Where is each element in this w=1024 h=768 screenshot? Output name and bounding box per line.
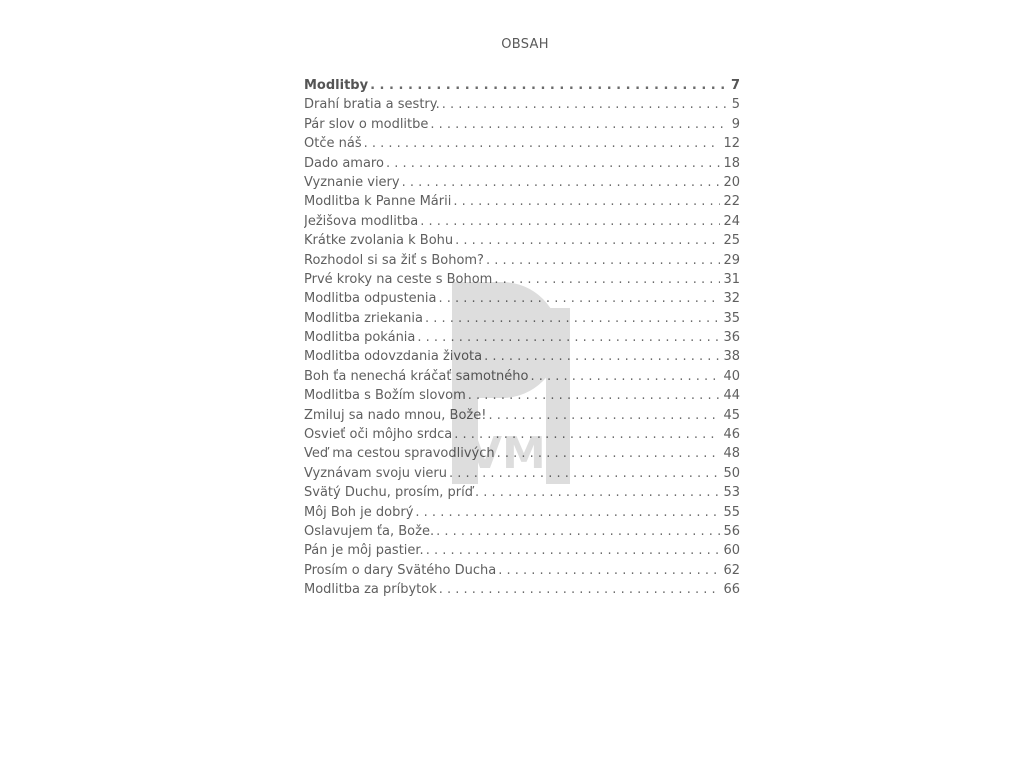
toc-entry (304, 115, 740, 134)
toc-entry (304, 95, 740, 114)
toc-entry-title: Môj Boh je dobrý (304, 504, 414, 520)
toc-entry (304, 212, 740, 231)
toc-entry-title: Modlitby (304, 78, 369, 93)
toc-entry-title: Modlitba s Božím slovom (304, 388, 466, 404)
toc-entry-title: Oslavujem ťa, Bože. (304, 523, 435, 539)
toc-leader-dots (417, 328, 720, 347)
page-title: OBSAH (501, 37, 549, 52)
toc-entry (304, 444, 740, 463)
toc-entry-title: Modlitba k Panne Márii (304, 194, 452, 210)
toc-entry (304, 251, 740, 270)
toc-entry-title: Prosím o dary Svätého Ducha (304, 562, 497, 578)
toc-entry-page: 35 (723, 310, 740, 326)
toc-entry (304, 154, 740, 173)
toc-entry-title: Dado amaro (304, 155, 384, 171)
toc-leader-dots (430, 115, 728, 134)
toc-entry (304, 425, 740, 444)
toc-entry-page: 44 (723, 388, 740, 404)
toc-leader-dots (436, 522, 720, 541)
toc-leader-dots (370, 76, 728, 95)
toc-entry (304, 289, 740, 308)
toc-entry (304, 561, 740, 580)
toc-entry-page: 32 (723, 291, 740, 307)
toc-entry-title: Zmiluj sa nado mnou, Bože! (304, 407, 487, 423)
toc-entry-page: 45 (723, 407, 740, 423)
toc-leader-dots (442, 95, 729, 114)
toc-entry-title: Vyznávam svoju vieru (304, 465, 448, 481)
toc-leader-dots (455, 231, 720, 250)
toc-entry-page: 29 (723, 252, 740, 268)
toc-entry-page: 24 (723, 213, 740, 229)
toc-leader-dots (439, 580, 721, 599)
toc-entry (304, 173, 740, 192)
toc-entry-page: 22 (723, 194, 740, 210)
toc-entry-page: 46 (723, 427, 740, 443)
toc-leader-dots (454, 425, 720, 444)
toc-leader-dots (497, 444, 721, 463)
toc-entry-title: Otče náš (304, 136, 362, 152)
toc-leader-dots (475, 483, 720, 502)
toc-leader-dots (402, 173, 721, 192)
toc-entry-page: 55 (723, 504, 740, 520)
toc-entry (304, 580, 740, 599)
toc-entry-page: 31 (723, 271, 740, 287)
toc-entry (304, 134, 740, 153)
toc-entry-title: Vyznanie viery (304, 174, 400, 190)
toc-leader-dots (484, 347, 720, 366)
toc-entry (304, 483, 740, 502)
toc-entry-page: 12 (723, 136, 740, 152)
toc-entry-page: 53 (723, 485, 740, 501)
toc-entry-page: 40 (723, 368, 740, 384)
table-of-contents (304, 76, 740, 600)
toc-entry-title: Rozhodol si sa žiť s Bohom? (304, 252, 484, 268)
toc-entry (304, 270, 740, 289)
toc-entry (304, 309, 740, 328)
toc-leader-dots (386, 154, 721, 173)
toc-leader-dots (530, 367, 720, 386)
toc-entry (304, 347, 740, 366)
toc-entry (304, 541, 740, 560)
toc-leader-dots (488, 406, 720, 425)
toc-entry-title: Modlitba odpustenia (304, 291, 437, 307)
toc-entry-title: Pár slov o modlitbe (304, 116, 429, 132)
toc-leader-dots (498, 561, 720, 580)
toc-entry (304, 367, 740, 386)
toc-entry-page: 20 (723, 174, 740, 190)
toc-entry (304, 231, 740, 250)
toc-entry-title: Pán je môj pastier. (304, 543, 424, 559)
toc-entry-title: Veď ma cestou spravodlivých (304, 446, 495, 462)
toc-entry-page: 9 (731, 116, 740, 132)
toc-entry-page: 38 (723, 349, 740, 365)
toc-entry-page: 7 (730, 78, 740, 93)
toc-entry-page: 66 (723, 582, 740, 598)
toc-entry-title: Prvé kroky na ceste s Bohom (304, 271, 493, 287)
toc-entry (304, 464, 740, 483)
toc-entry-page: 62 (723, 562, 740, 578)
toc-entry-title: Ježišova modlitba (304, 213, 419, 229)
toc-entry-title: Modlitba odovzdania života (304, 349, 483, 365)
toc-entry (304, 503, 740, 522)
toc-entry-title: Modlitba zriekania (304, 310, 423, 326)
toc-entry-title: Drahí bratia a sestry. (304, 97, 440, 113)
toc-entry-page: 60 (723, 543, 740, 559)
toc-entry (304, 386, 740, 405)
toc-entry-page: 36 (723, 330, 740, 346)
toc-entry-page: 50 (723, 465, 740, 481)
toc-leader-dots (468, 386, 721, 405)
toc-entry-title: Osvieť oči môjho srdca (304, 427, 453, 443)
toc-entry-page: 48 (723, 446, 740, 462)
toc-entry-title: Svätý Duchu, prosím, príď (304, 485, 474, 501)
toc-leader-dots (364, 134, 721, 153)
toc-leader-dots (438, 289, 720, 308)
toc-entry (304, 406, 740, 425)
toc-entry-title: Boh ťa nenechá kráčať samotného (304, 368, 529, 384)
toc-entry-title: Modlitba pokánia (304, 330, 416, 346)
svg-text:VM: VM (468, 428, 546, 479)
toc-leader-dots (453, 192, 720, 211)
toc-leader-dots (449, 464, 720, 483)
toc-entry-page: 56 (723, 523, 740, 539)
toc-entry-title: Modlitba za príbytok (304, 582, 437, 598)
toc-entry (304, 76, 740, 95)
toc-leader-dots (420, 212, 720, 231)
toc-entry (304, 522, 740, 541)
toc-leader-dots (486, 251, 720, 270)
toc-leader-dots (425, 309, 720, 328)
toc-leader-dots (415, 503, 720, 522)
toc-entry (304, 192, 740, 211)
toc-entry-page: 18 (723, 155, 740, 171)
toc-entry (304, 328, 740, 347)
toc-leader-dots (494, 270, 720, 289)
toc-entry-page: 25 (723, 233, 740, 249)
toc-leader-dots (426, 541, 721, 560)
toc-entry-title: Krátke zvolania k Bohu (304, 233, 454, 249)
toc-entry-page: 5 (731, 97, 740, 113)
